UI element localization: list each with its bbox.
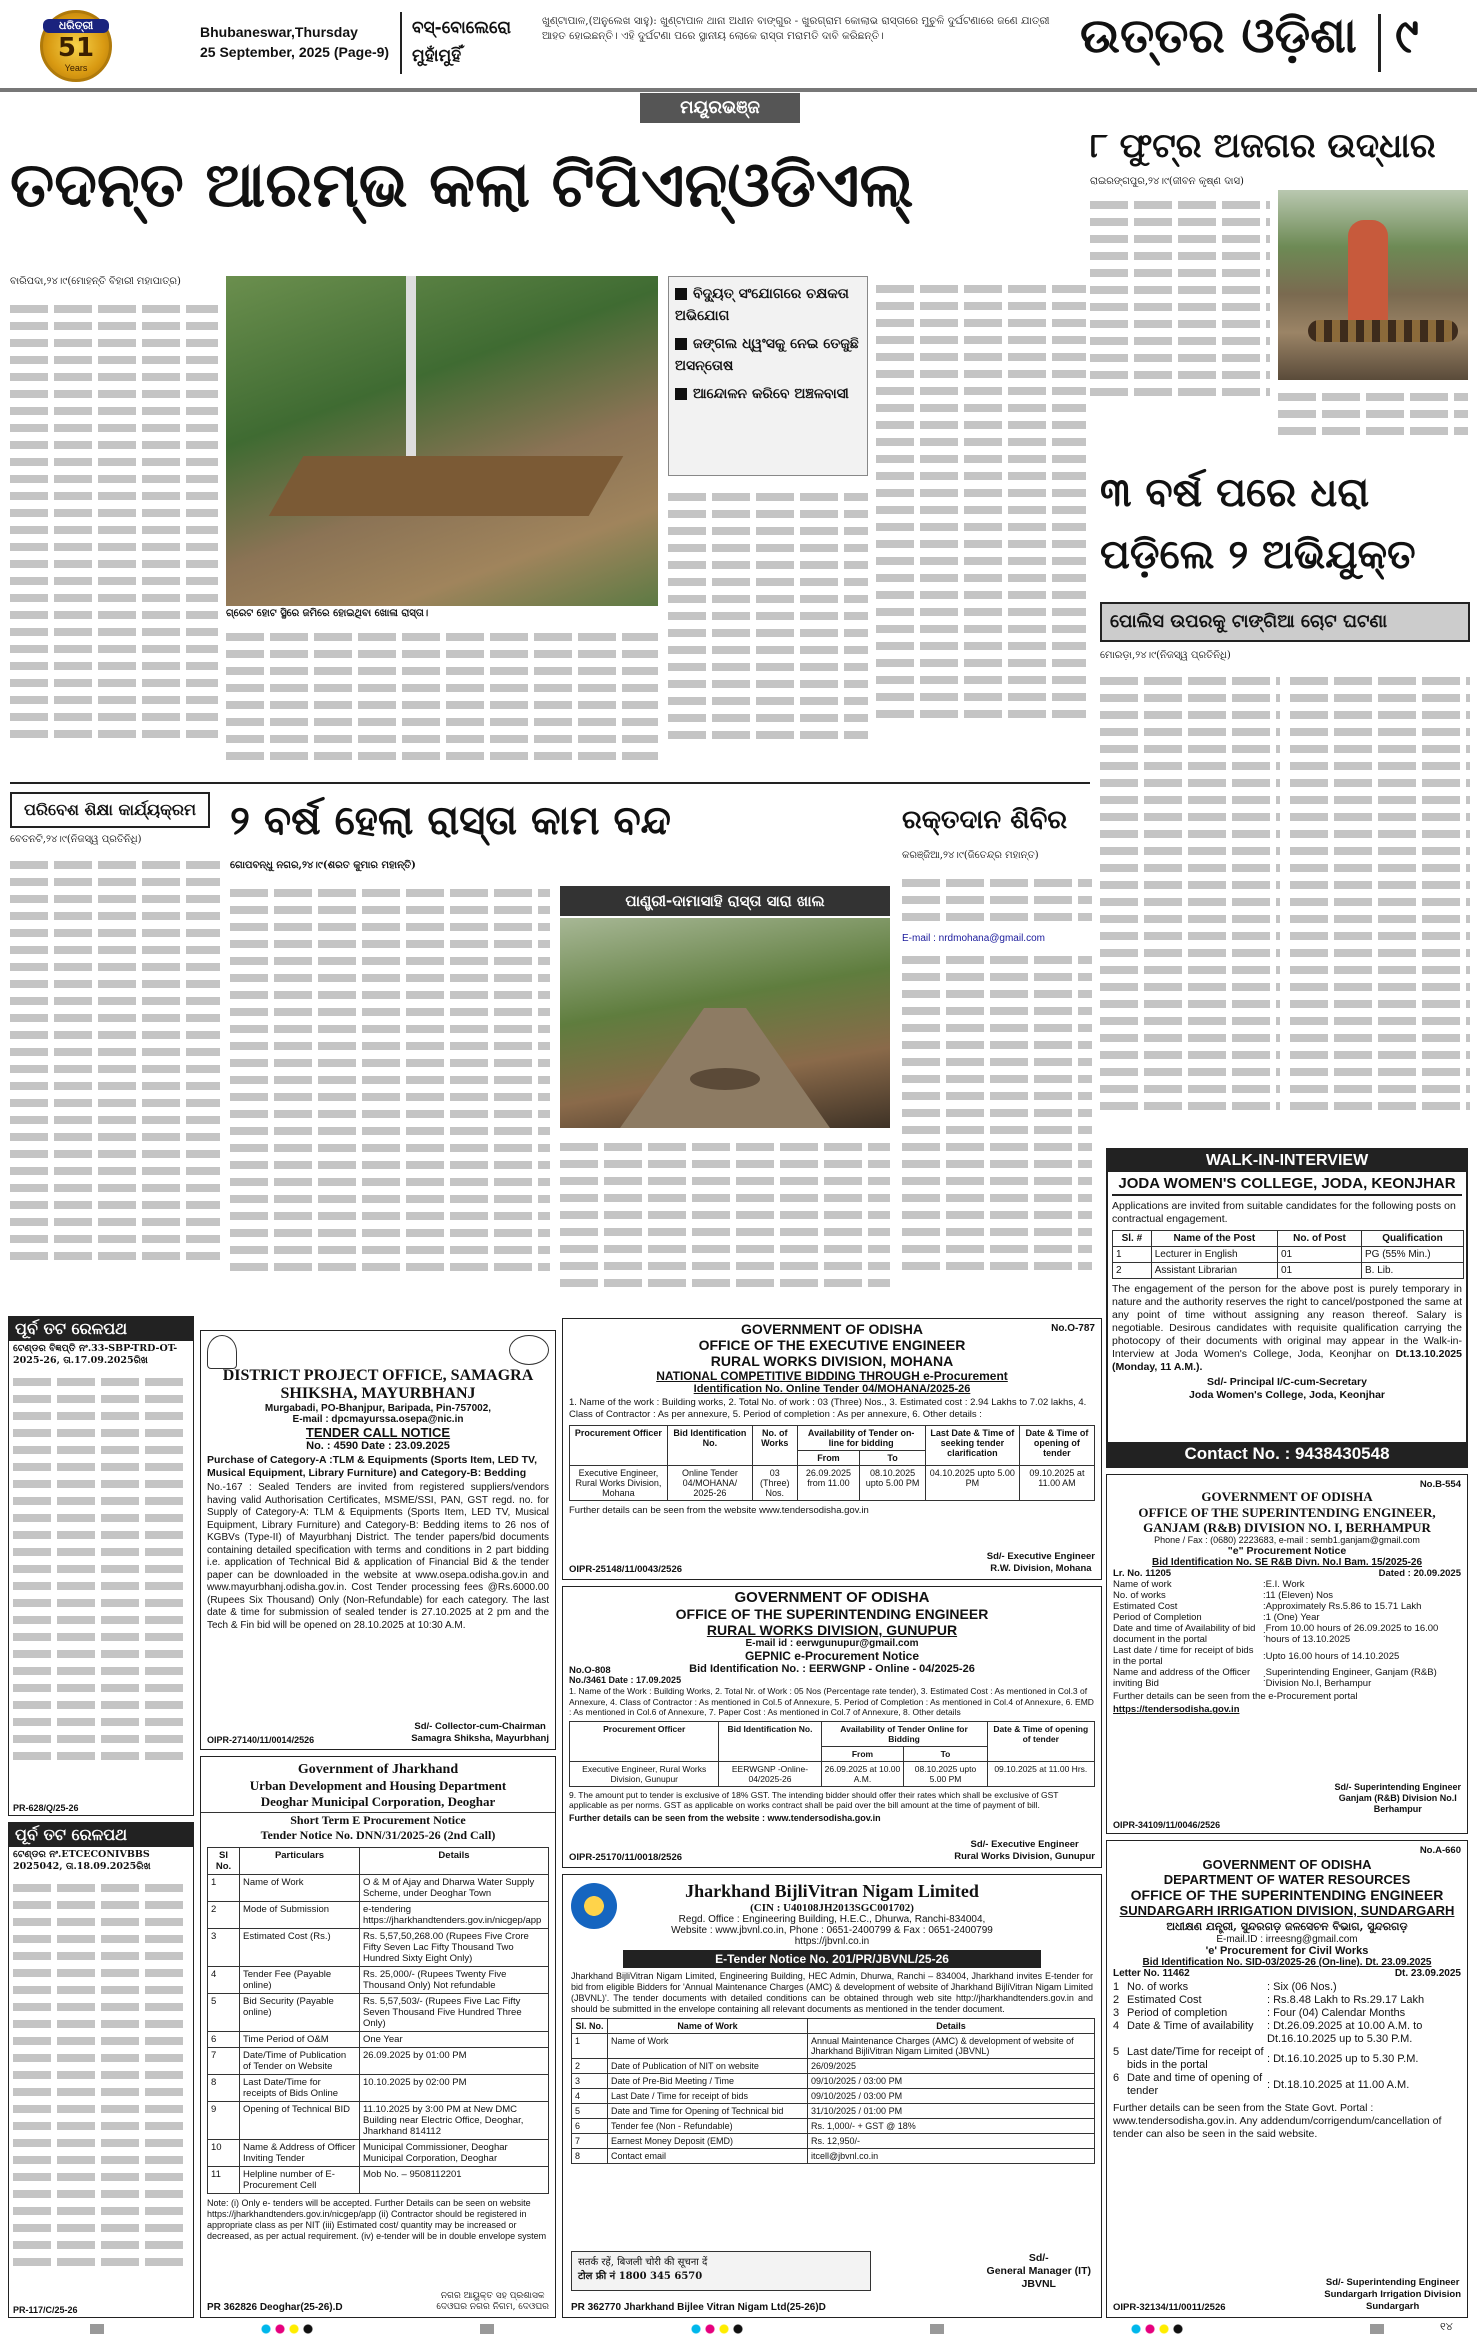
ganjam-phone: Phone / Fax : (0680) 2223683, e-mail : semb1.ganjam@gmail.com <box>1154 1535 1420 1545</box>
walkin-th-no: No. of Post <box>1277 1231 1361 1247</box>
table-row: 6 Date and time of opening of tender : Dt.18.10.2025 at 11.00 A.M. <box>1113 2072 1410 2097</box>
table-row: Date and time of Availability of bid document in the portal : From 10.00 hours of 26.09.2025 to 16.00 hours of 13.10.2025 <box>1113 1623 1439 1645</box>
table-row: 2 Estimated Cost : Rs.8.48 Lakh to Rs.29.17 Lakh <box>1113 1994 1425 2006</box>
deoghar-table: Sl No. Particulars Details 1 Name of Work O & M of Ajay and Dharwa Water Supply Scheme, under Deoghar Town 2 Mode of Submission e-tendering https://jharkhandtenders.gov.in/nicgep/app 3 Estimated Cost (Rs.) Rs. 5,57,50,268.00 (Rupees Five Crore Fifty Seven Lac Fifty Thousand Two Hundred Sixty Eight Only) 4 Tender Fee (Payable online) Rs. 25,000/- (Rupees Twenty Five Thousand Only) Not refundable 5 Bid Security (Payable online) Rs. 5,57,503/- (Rupees Five Lac Fifty Seven Thousand Five Hundred Three Only) 6 Time Period of O&M One Year 7 Date/Time of Publication of Tender on Website 26.09.2025 by 01:00 PM 8 Last Date/Time for receipts of Bids Online 10.10.2025 by 02:00 PM 9 Opening of Technical BID 11.10.2025 by 3:00 PM at New DMC Building near Electric Office, Deoghar, Jharkhand 814112 10 Name & Address of Officer Inviting Tender Municipal Commissioner, Deoghar Municipal Corporation, Deoghar 11 Helpline number of E-Procurement Cell Mob No. – 9508112201 <box>207 1847 549 2194</box>
samagra-emblem <box>207 1335 237 1369</box>
table-row: Executive Engineer, Rural Works Division, Gunupur EERWGNP -Online-04/2025-26 26.09.2025 at 10.00 A.M. 08.10.2025 upto 5.00 PM 09.10.2025 at 11.00 Hrs. <box>570 1761 1095 1786</box>
walkin-th-qual: Qualification <box>1361 1231 1463 1247</box>
table-row: 7 Date/Time of Publication of Tender on Website 26.09.2025 by 01:00 PM <box>208 2048 549 2075</box>
gunupur-letter: No./3461 Date : 17.09.2025 <box>569 1675 682 1685</box>
blood-headline: ରକ୍ତଦାନ ଶିବିର <box>902 805 1068 835</box>
jbvnl-signature: Sd/- General Manager (IT) JBVNL <box>986 2252 1091 2290</box>
python-headline: ୮ ଫୁଟ୍‌ର ଅଜଗର ଉଦ୍ଧାର <box>1090 126 1436 166</box>
walkin-signature: Sd/- Principal I/C-cum-Secretary Joda Women's College, Joda, Keonjhar <box>1188 1376 1385 1401</box>
ganjam-gov: GOVERNMENT OF ODISHA <box>1201 1489 1373 1504</box>
mohana-footer: Further details can be seen from the website www.tendersodisha.gov.in <box>569 1505 869 1516</box>
railway2-ref: ଟେଣ୍ଡର ନଂ.ETCECONIVBBS 2025042, ତା.18.09.2025ରିଖ <box>13 1849 151 1872</box>
samagra-notice-title: TENDER CALL NOTICE <box>305 1425 451 1440</box>
sundargarh-code: OIPR-32134/11/0011/2526 <box>1113 2302 1226 2313</box>
walkin-title: WALK-IN-INTERVIEW <box>1108 1150 1466 1172</box>
table-row: 2 Mode of Submission e-tendering https://jharkhandtenders.gov.in/nicgep/app <box>208 1902 549 1929</box>
ganjam-office: OFFICE OF THE SUPERINTENDING ENGINEER, GANJAM (R&B) DIVISION NO. I, BERHAMPUR <box>1138 1505 1436 1535</box>
ganjam-proc: "e" Procurement Notice <box>1227 1545 1347 1557</box>
railway1-body <box>9 1369 193 1799</box>
gunupur-footer: Further details can be seen from the website : www.tendersodisha.gov.in <box>569 1812 881 1823</box>
lead-headline: ତଦନ୍ତ ଆରମ୍ଭ କଲା ଟିପିଏନ୍‌ଓଡିଏଲ୍ <box>10 148 914 221</box>
ganjam-lr-line <box>1107 1568 1467 1579</box>
ganjam-dated: Dated : 20.09.2025 <box>1378 1568 1461 1579</box>
walkin-th-sl: Sl. # <box>1113 1231 1152 1247</box>
table-row: 4 Date & Time of availability : Dt.26.09.2025 at 10.00 A.M. to Dt.16.10.2025 up to 5.30 P.M. <box>1113 2020 1423 2045</box>
pothole <box>690 1068 760 1090</box>
table-row: Last date / time for receipt of bids in the portal : Upto 16.00 hours of 14.10.2025 <box>1113 1645 1400 1667</box>
jbvnl-body: Jharkhand BijliVitran Nigam Limited, Engineering Building, HEC Admin, Dhurwa, Ranchi – 834004, Jharkhand invites E-tender for bid from eligible Bidders for 'Annual Maintenance Charges (AMC) & development of website of Jharkhand BijliVitran Nigam Limited (JBVNL)'. The tender documents with detailed conditions can be obtained through web site http://jharkhandtenders.gov.in and should be submitted in the envelope containing all relevant documents as mentioned in the tender document. <box>571 1971 1093 2014</box>
railway2-body <box>9 1875 193 2305</box>
gunupur-intro: 1. Name of the Work : Building Works, 2. Total Nr. of Work : 05 Nos (Percentage rate tender), 3. Estimated Cost : As mentioned in Col.3 of Annexure, 4. Class of Contractor : As mentioned in Col.5 of Annexure, 5. Period of Completion : As mentioned in Col.4 of Annexure, 6. EMD : As mentioned in Col.6 of Annexure, 7. Paper Cost : As mentioned in Col.7 of Annexure, 8. Other details <box>569 1686 1094 1717</box>
lead-bullets <box>668 276 868 476</box>
railway1-title: ପୂର୍ବ ତଟ ରେଳପଥ <box>9 1317 193 1341</box>
table-row: Name of work : E.I. Work <box>1113 1579 1305 1590</box>
table-row: 8 Last Date/Time for receipts of Bids Online 10.10.2025 by 02:00 PM <box>208 2075 549 2102</box>
jbvnl-code: PR 362770 Jharkhand Bijlee Vitran Nigam Ltd(25-26)D <box>571 2302 826 2313</box>
railway1-code: PR-628/Q/25-26 <box>13 1803 79 1813</box>
mohana-signature: Sd/- Executive Engineer R.W. Division, Mohana <box>986 1551 1095 1574</box>
gunupur-code: OIPR-25170/11/0018/2526 <box>569 1852 683 1863</box>
district-tab: ମୟୂରଭଞ୍ଜ <box>640 93 800 123</box>
anniversary-number: 51 <box>57 33 95 63</box>
lead-bullet-2: ଜଙ୍ଗଲ ଧ୍ୱଂସକୁ ନେଇ ତେଜୁଛି ଅସନ୍ତୋଷ <box>675 336 859 374</box>
samagra-logo <box>509 1335 549 1365</box>
ganjam-signature: Sd/- Superintending Engineer Ganjam (R&B) Division No.I Berhampur <box>1334 1782 1461 1814</box>
road-photo-label: ପାଣ୍ଡ୍ରୀ-ଦାମାସାହି ରାସ୍ତା ସାରା ଖାଲ <box>560 886 890 916</box>
mohana-gov: GOVERNMENT OF ODISHA <box>740 1321 923 1337</box>
python-body-2 <box>1278 384 1468 454</box>
blood-byline: କରଞ୍ଜିଆ,୨୪।୯(ଜିତେନ୍ଦ୍ର ମହାନ୍ତ) <box>902 850 1039 861</box>
walkin-ad <box>1106 1148 1468 1468</box>
jbvnl-address: Regd. Office : Engineering Building, H.E.C., Dhurwa, Ranchi-834004, <box>678 1914 986 1925</box>
table-row: 3 Period of completion : Four (04) Calendar Months <box>1113 2007 1406 2019</box>
ganjam-no: No.B-554 <box>1419 1479 1461 1490</box>
mohana-ident: Identification No. Online Tender 04/MOHANA/2025-26 <box>693 1383 971 1395</box>
jbvnl-name: Jharkhand BijliVitran Nigam Limited <box>685 1881 979 1901</box>
env-body <box>10 852 220 1292</box>
sundargarh-no: No.A-660 <box>1419 1845 1461 1856</box>
masthead <box>0 0 1477 118</box>
mohana-code: OIPR-25148/11/0043/2526 <box>569 1564 683 1575</box>
masthead-divider <box>400 12 402 74</box>
ganjam-ident: Bid Identification No. SE R&B Divn. No.I Bam. 15/2025-26 <box>1151 1557 1423 1568</box>
deoghar-notes: Note: (i) Only e- tenders will be accepted. Further Details can be seen on website https://jharkhandtenders.gov.in/nicgep/app (ii) Contractor should be registered in appropriate class as per NIT (iii) Estimated cost/ quantity may be increased or decreased, as per actual requirement. (iv) e-tender will be in double envelope system <box>207 2198 547 2241</box>
table-row: Name and address of the Officer inviting Bid : Superintending Engineer, Ganjam (R&B) Division No.I, Berhampur <box>1113 1667 1437 1689</box>
dateline-date: 25 September, 2025 (Page-9) <box>200 44 390 60</box>
blood-email: E-mail : nrdmohana@gmail.com <box>902 933 1045 944</box>
env-byline: ବେତନଟି,୨୪।୯(ନିଜସ୍ୱ ପ୍ରତିନିଧି) <box>10 834 142 845</box>
table-row: 3 Date of Pre-Bid Meeting / Time 09/10/2025 / 03:00 PM <box>572 2074 1095 2089</box>
mohana-bidding: NATIONAL COMPETITIVE BIDDING THROUGH e-Procurement <box>656 1369 1008 1383</box>
gunupur-note: 9. The amount put to tender is exclusive of 18% GST. The intending bidder should offer their rates which shall be exclusive of GST applicable as per norms. GST as applicable on works contract shall be paid over the bill amount at the time of payment of bill. <box>569 1789 1059 1810</box>
sundargarh-proc: 'e' Procurement for Civil Works <box>1205 1945 1369 1957</box>
samagra-ad <box>200 1330 556 1750</box>
table-row: 6 Time Period of O&M One Year <box>208 2032 549 2048</box>
table-row: 4 Last Date / Time for receipt of bids 09/10/2025 / 03:00 PM <box>572 2089 1095 2104</box>
jbvnl-notice: E-Tender Notice No. 201/PR/JBVNL/25-26 <box>623 1950 1041 1968</box>
jbvnl-table: Sl. No. Name of Work Details 1 Name of Work Annual Maintenance Charges (AMC) & development of website of Jharkhand BijliVitran Nigam Limited (JBVNL) 2 Date of Publication of NIT on website 26/09/2025 3 Date of Pre-Bid Meeting / Time 09/10/2025 / 03:00 PM 4 Last Date / Time for receipt of bids 09/10/2025 / 03:00 PM 5 Date and Time for Opening of Technical bid 31/10/2025 / 01:00 PM 6 Tender fee (Non - Refundable) Rs. 1,000/- + GST @ 18% 7 Earnest Money Deposit (EMD) Rs. 12,950/- 8 Contact email itcell@jbvnl.co.in <box>571 2018 1095 2164</box>
ganjam-footer: Further details can be seen from the e-Procurement portal <box>1113 1691 1358 1702</box>
lead-photo-caption: ଗ୍ରେଟ ହୋଟ ସ୍ଥିରେ ଜମିରେ ହୋଇଥିବା ଖୋଳା ରାସ୍ତା। <box>226 608 429 619</box>
railway-notice-2 <box>8 1822 194 2318</box>
gunupur-notice: GEPNIC e-Procurement Notice <box>744 1649 920 1663</box>
gunupur-office2: RURAL WORKS DIVISION, GUNUPUR <box>706 1622 958 1638</box>
python-body <box>1090 192 1270 452</box>
samagra-email: E-mail : dpcmayurssa.osepa@nic.in <box>292 1414 464 1425</box>
lead-byline: ବାରିପଦା,୨୪।୯(ମୋହନ୍ତି ବିହାରୀ ମହାପାତ୍ର) <box>10 276 181 287</box>
sundargarh-ident: Bid Identification No. SID-03/2025-26 (On-line). Dt. 23.09.2025 <box>1142 1957 1432 1968</box>
lead-bullet-3: ଆନ୍ଦୋଳନ କରିବେ ଅଞ୍ଚଳବାସୀ <box>675 383 861 405</box>
sundargarh-gov: GOVERNMENT OF ODISHA <box>1202 1857 1372 1872</box>
arrest-byline: ମୋରଡ଼ା,୨୪।୯(ନିଜସ୍ୱ ପ୍ରତିନିଧି) <box>1100 650 1231 661</box>
sundargarh-signature: Sd/- Superintending Engineer Sundargarh Irrigation Division Sundargarh <box>1324 2277 1461 2312</box>
lead-col-4 <box>226 624 658 774</box>
python-story <box>1090 120 1470 460</box>
gray-swatch <box>930 2324 944 2334</box>
cmyk-dots-1 <box>260 2324 320 2334</box>
pole <box>406 276 416 476</box>
table-row: Period of Completion : 1 (One) Year <box>1113 1612 1320 1623</box>
samagra-notice-no: No. : 4590 Date : 23.09.2025 <box>306 1440 450 1452</box>
walkin-contact: Contact No. : 9438430548 <box>1108 1442 1466 1466</box>
walkin-intro: Applications are invited from suitable candidates for the following posts on contractual engagement. <box>1112 1200 1456 1225</box>
gunupur-office1: OFFICE OF THE SUPERINTENDING ENGINEER <box>675 1606 989 1622</box>
print-registration-bar <box>0 2320 1477 2338</box>
mohana-table: Procurement Officer Bid Identification No. No. of Works Availability of Tender on-line for bidding Last Date & Time of seeking tender clarification Date & Time of opening of tender From To Executive Engineer, Rural Works Division, Mohana Online Tender 04/MOHANA/ 2025-26 03 (Three) Nos. 26.09.2025 from 11.00 08.10.2025 upto 5.00 PM 04.10.2025 upto 5.00 PM 09.10.2025 at 11.00 AM <box>569 1425 1095 1501</box>
arrest-col-1 <box>1100 668 1280 1138</box>
walkin-college: JODA WOMEN'S COLLEGE, JODA, KEONJHAR <box>1112 1174 1462 1196</box>
table-row: 9 Opening of Technical BID 11.10.2025 by 3:00 PM at New DMC Building near Electric Office, Deoghar, Jharkhand 814112 <box>208 2102 549 2140</box>
railway2-title: ପୂର୍ବ ତଟ ରେଳପଥ <box>9 1823 193 1847</box>
dateline-city: Bhubaneswar,Thursday <box>200 24 358 40</box>
table-row: 7 Earnest Money Deposit (EMD) Rs. 12,950/- <box>572 2134 1095 2149</box>
sundargarh-table <box>1113 1981 1463 2098</box>
lead-col-2 <box>668 484 868 770</box>
samagra-body: No.-167 : Sealed Tenders are invited from registered suppliers/vendors having valid Authorisation Certificates, MSME/SSI, PAN, GST regd. no. for Supply of Category-A: TLM & Equipments (Sports Item, LED TV, Musical Equipment, Library Furniture) and Category-B: Bedding items to 26 nos of KGBVs (Type-II) of Mayurbhanj District. The tender papers/bid documents containing detailed specification with terms and conditions in 2 part bidding i.e. application of Technical Bid & application of Financial Bid & the tender paper can be downloaded in the website at www.osepa.odisha.gov.in and www.mayurbhanj.odisha.gov.in. Cost Tender processing fees @Rs.6000.00 (Rupees Six Thousand) Only (Non-Refundable) for each category. The last date & time for submission of sealed tender is 27.10.2025 at 2 pm and the Tech & Fin bid will be opened on 28.10.2025 at 10:30 A.M. <box>207 1482 549 1631</box>
mohana-ad <box>562 1318 1102 1580</box>
teaser-text: ଖୁଣ୍ଟାପାଳ,(ଅନୁଲେଖ ସାହୁ): ଖୁଣ୍ଟାପାଳ ଥାନା ଅଧୀନ ବାଙ୍ଗୁର - ଖୁରଗ୍ରାମ କୋଲାଭ ରାସ୍ତାରେ ମୁଚୁଳି ଦୁର୍ଘଟଣାରେ ଜଣେ ଯାତ୍ରୀ ଆହତ ହୋଇଛନ୍ତି। ଏହି ଦୁର୍ଘଟଣା ପରେ ସ୍ଥାନୀୟ ଲୋକେ ରାସ୍ତା ମରାମତି ଦାବି କରିଛନ୍ତି। <box>542 15 1050 42</box>
gunupur-table: Procurement Officer Bid Identification No. Availability of Tender Online for Bidding Date & Time of opening of tender From To Executive Engineer, Rural Works Division, Gunupur EERWGNP -Online-04/2025-26 26.09.2025 at 10.00 A.M. 08.10.2025 upto 5.00 PM 09.10.2025 at 11.00 Hrs. <box>569 1721 1095 1787</box>
cmyk-dots-2 <box>690 2324 750 2334</box>
sundargarh-dept: DEPARTMENT OF WATER RESOURCES <box>1163 1872 1411 1887</box>
deoghar-notice: Short Term E Procurement Notice <box>201 1812 555 1828</box>
ganjam-code: OIPR-34109/11/0046/2526 <box>1113 1820 1221 1830</box>
railway-notice-1 <box>8 1316 194 1816</box>
deoghar-gov: Government of Jharkhand <box>297 1762 459 1777</box>
deoghar-code: PR 362826 Deoghar(25-26).D <box>207 2302 343 2313</box>
table-row: No. of works : 11 (Eleven) Nos <box>1113 1590 1334 1601</box>
sundargarh-ad <box>1106 1840 1468 2318</box>
railway1-ref: ଟେଣ୍ଡର ବିଜ୍ଞପ୍ତି ନଂ.33-SBP-TRD-OT-2025-26, ତା.17.09.2025ରିଖ <box>13 1343 178 1366</box>
teaser-label: ବସ୍-ବୋଲେରୋ ମୁହାଁମୁହିଁ <box>412 18 512 66</box>
sundargarh-office2: SUNDARGARH IRRIGATION DIVISION, SUNDARGARH <box>1119 1903 1455 1918</box>
samagra-signature: Sd/- Collector-cum-Chairman Samagra Shiksha, Mayurbhanj <box>411 1721 549 1744</box>
samagra-code: OIPR-27140/11/0014/2526 <box>207 1735 315 1745</box>
table-row: 2 Date of Publication of NIT on website 26/09/2025 <box>572 2059 1095 2074</box>
python-byline: ରାଇରଙ୍ଗପୁର,୨୪।୯(ଜୀବନ କୃଷ୍ଣ ଦାସ) <box>1090 176 1244 187</box>
table-row: 5 Last date/Time for receipt of bids in the portal : Dt.16.10.2025 up to 5.30 P.M. <box>1113 2046 1419 2071</box>
table-row: 4 Tender Fee (Payable online) Rs. 25,000/- (Rupees Twenty Five Thousand Only) Not refundable <box>208 1967 549 1994</box>
gray-swatch <box>1370 2324 1384 2334</box>
table-row: 1 Name of Work O & M of Ajay and Dharwa Water Supply Scheme, under Deoghar Town <box>208 1875 549 1902</box>
cmyk-dots-3 <box>1130 2324 1190 2334</box>
mohana-office2: RURAL WORKS DIVISION, MOHANA <box>710 1353 954 1369</box>
deoghar-notice-no: Tender Notice No. DNN/31/2025-26 (2nd Call) <box>260 1828 496 1842</box>
road-headline: ୨ ବର୍ଷ ହେଲା ରାସ୍ତା କାମ ବନ୍ଦ <box>230 798 671 844</box>
gunupur-ad <box>562 1586 1102 1868</box>
table-row: 6 Tender fee (Non - Refundable) Rs. 1,000/- + GST @ 18% <box>572 2119 1095 2134</box>
logo-text: ଧରିତ୍ରୀ <box>43 19 109 33</box>
gray-swatch <box>90 2324 104 2334</box>
road-photo <box>560 918 890 1128</box>
env-headline: ପରିବେଶ ଶିକ୍ଷା କାର୍ଯ୍ୟକ୍ରମ <box>10 792 210 828</box>
sundargarh-letter-line <box>1107 1968 1467 1979</box>
jbvnl-logo <box>571 1883 617 1929</box>
sundargarh-email: E-mail.ID : irreesng@gmail.com <box>1216 1934 1358 1945</box>
sundargarh-odia: ଅଧୀକ୍ଷଣ ଯନ୍ତ୍ରୀ, ସୁନ୍ଦରଗଡ଼ ଜଳସେଚନ ବିଭାଗ, ସୁନ୍ଦରଗଡ଼ <box>1166 1920 1408 1933</box>
sundargarh-letter: Letter No. 11462 <box>1113 1968 1190 1979</box>
arrest-story <box>1100 462 1470 1142</box>
deoghar-dept: Urban Development and Housing Department <box>249 1778 507 1793</box>
masthead-bottom-rule <box>0 88 1477 92</box>
lead-col-1 <box>10 296 218 776</box>
gunupur-gov: GOVERNMENT OF ODISHA <box>734 1589 930 1606</box>
table-row: 3 Estimated Cost (Rs.) Rs. 5,57,50,268.00 (Rupees Five Crore Fifty Seven Lac Fifty Thousand Two Hundred Sixty Eight Only) <box>208 1929 549 1967</box>
blood-col-1 <box>902 870 1092 1310</box>
python-photo <box>1278 190 1468 380</box>
lead-bullet-1: ବିଦ୍ୟୁତ୍ ସଂଯୋଗରେ ଚକ୍ଷକତା ଅଭିଯୋଗ <box>675 286 849 324</box>
page-number: ୯ <box>1395 8 1419 64</box>
ganjam-lr: Lr. No. 11205 <box>1113 1568 1172 1579</box>
table-row: 5 Date and Time for Opening of Technical bid 31/10/2025 / 01:00 PM <box>572 2104 1095 2119</box>
mohana-office1: OFFICE OF THE EXECUTIVE ENGINEER <box>698 1337 966 1353</box>
table-row: 2 Assistant Librarian 01 B. Lib. <box>1113 1263 1464 1279</box>
arrest-headline: ୩ ବର୍ଷ ପରେ ଧରା ପଡ଼ିଲେ ୨ ଅଭିଯୁକ୍ତ <box>1100 470 1416 578</box>
jbvnl-ad <box>562 1874 1102 2318</box>
jbvnl-tollfree: टोल फ्री नं 1800 345 6570 <box>578 2271 703 2282</box>
sundargarh-dated: Dt. 23.09.2025 <box>1394 1968 1461 1979</box>
railway2-code: PR-117/C/25-26 <box>13 2305 78 2315</box>
jbvnl-cin: (CIN : U40108JH2013SGC001702) <box>750 1902 914 1914</box>
footer-page-mark: ୧୪ <box>1440 2320 1453 2333</box>
table-row: 1 Name of Work Annual Maintenance Charges (AMC) & development of website of Jharkhand BijliVitran Nigam Limited (JBVNL) <box>572 2034 1095 2059</box>
anniversary-label: Years <box>64 63 88 73</box>
gunupur-ident: Bid Identification No. : EERWGNP - Online - 04/2025-26 <box>689 1663 975 1675</box>
jbvnl-email: https://jbvnl.co.in <box>794 1936 870 1947</box>
walkin-th-post: Name of the Post <box>1151 1231 1277 1247</box>
deoghar-ad <box>200 1756 556 2318</box>
anniversary-logo <box>40 10 112 82</box>
mohana-intro: 1. Name of the work : Building works, 2. Total No. of work : 03 (Three) Nos., 3. Estimated cost : 2.94 Lakhs to 7.02 lakhs, 4. Class of Contractor : As per annexure, 5. Period of completion : As per annexure, 6. Other details : <box>569 1397 1087 1420</box>
deoghar-signature: ନଗର ଆୟୁକ୍ତ ସହ ପ୍ରଶାସକ ଦେଓଘର ନଗର ନିଗମ, ଦେଓଘର <box>436 2291 549 2312</box>
table-row: 11 Helpline number of E-Procurement Cell Mob No. – 9508112201 <box>208 2167 549 2194</box>
road-col-2 <box>560 1134 890 1310</box>
table-row: 8 Contact email itcell@jbvnl.co.in <box>572 2149 1095 2164</box>
deoghar-rows <box>208 1875 549 2194</box>
page-number-divider <box>1378 14 1381 72</box>
samagra-office: DISTRICT PROJECT OFFICE, SAMAGRA SHIKSHA, MAYURBHANJ <box>222 1367 534 1402</box>
gunupur-signature: Sd/- Executive Engineer Rural Works Division, Gunupur <box>954 1839 1095 1862</box>
python-snake <box>1308 320 1458 342</box>
gray-swatch <box>480 2324 494 2334</box>
lead-bottom-rule <box>10 782 1090 784</box>
deoghar-corp: Deoghar Municipal Corporation, Deoghar <box>260 1794 496 1809</box>
samagra-purchase: Purchase of Category-A :TLM & Equipments (Sports Item, LED TV, Musical Equipment, Library Furniture) and Category-B: Bedding <box>207 1454 538 1479</box>
section-title: ଉତ୍ତର ଓଡ଼ିଶା <box>1080 8 1357 64</box>
road-col-1 <box>230 880 550 1310</box>
arrest-col-2 <box>1290 668 1470 1138</box>
jbvnl-footer-hindi: सतर्क रहें, बिजली चोरी की सूचना दें <box>578 2257 708 2268</box>
table-row: 10 Name & Address of Officer Inviting Tender Municipal Commissioner, Deoghar Municipal Corporation, Deoghar <box>208 2140 549 2167</box>
trench <box>269 456 624 516</box>
walkin-table <box>1112 1230 1464 1279</box>
sundargarh-office1: OFFICE OF THE SUPERINTENDING ENGINEER <box>1130 1887 1444 1903</box>
table-row: Estimated Cost : Approximately Rs.5.86 to 15.71 Lakh <box>1113 1601 1422 1612</box>
gunupur-email: E-mail id : eerwgunupur@gmail.com <box>745 1638 919 1649</box>
jbvnl-footer-box <box>571 2251 871 2291</box>
ganjam-portal[interactable]: https://tendersodisha.gov.in <box>1113 1704 1240 1715</box>
gunupur-no: No.O-808 <box>569 1665 611 1676</box>
jbvnl-contact: Website : www.jbvnl.co.in, Phone : 0651-2400799 & Fax : 0651-2400799 <box>671 1925 993 1936</box>
samagra-address: Murgabadi, PO-Bhanjpur, Baripada, Pin-757002, <box>264 1403 492 1414</box>
road-byline: ଗୋପବନ୍ଧୁ ନଗର,୨୪।୯(ଶରତ କୁମାର ମହାନ୍ତି) <box>230 860 416 871</box>
walkin-date: Dt.13.10.2025 (Monday, 11 A.M.). <box>1112 1348 1462 1373</box>
table-row: 1 No. of works : Six (06 Nos.) <box>1113 1981 1337 1993</box>
table-row: 5 Bid Security (Payable online) Rs. 5,57,503/- (Rupees Five Lac Fifty Seven Thousand Five Hundred Three Only) <box>208 1994 549 2032</box>
mohana-no: No.O-787 <box>1051 1323 1095 1334</box>
ganjam-ad <box>1106 1474 1468 1834</box>
table-row: 1 Lecturer in English 01 PG (55% Min.) <box>1113 1247 1464 1263</box>
table-row: Executive Engineer, Rural Works Division, Mohana Online Tender 04/MOHANA/ 2025-26 03 (Three) Nos. 26.09.2025 from 11.00 08.10.2025 upto 5.00 PM 04.10.2025 upto 5.00 PM 09.10.2025 at 11.00 AM <box>570 1466 1095 1501</box>
walkin-body: The engagement of the person for the above post is purely temporary in nature and the authority reserves the right to cancel/postponed the same at any point of time without assigning any reason thereof. Salary is negotiable. Desirous candidates with requisite qualification carrying the photocopy of their documents with original may appear in the Walk-in-Interview at Joda Women's College, Joda, Keonjhar on Dt.13.10.2025 (Monday, 11 A.M.). <box>1112 1283 1462 1373</box>
ganjam-table <box>1113 1579 1463 1689</box>
arrest-subhead: ପୋଲିସ ଉପରକୁ ଟାଙ୍ଗିଆ ଚୋଟ ଘଟଣା <box>1100 602 1470 642</box>
lead-photo <box>226 276 658 606</box>
lead-col-3 <box>876 276 1086 772</box>
sundargarh-footer: Further details can be seen from the State Govt. Portal : www.tendersodisha.gov.in. Any addendum/corrigendum/cancellation of tender can also be seen in the said website. <box>1113 2102 1442 2140</box>
